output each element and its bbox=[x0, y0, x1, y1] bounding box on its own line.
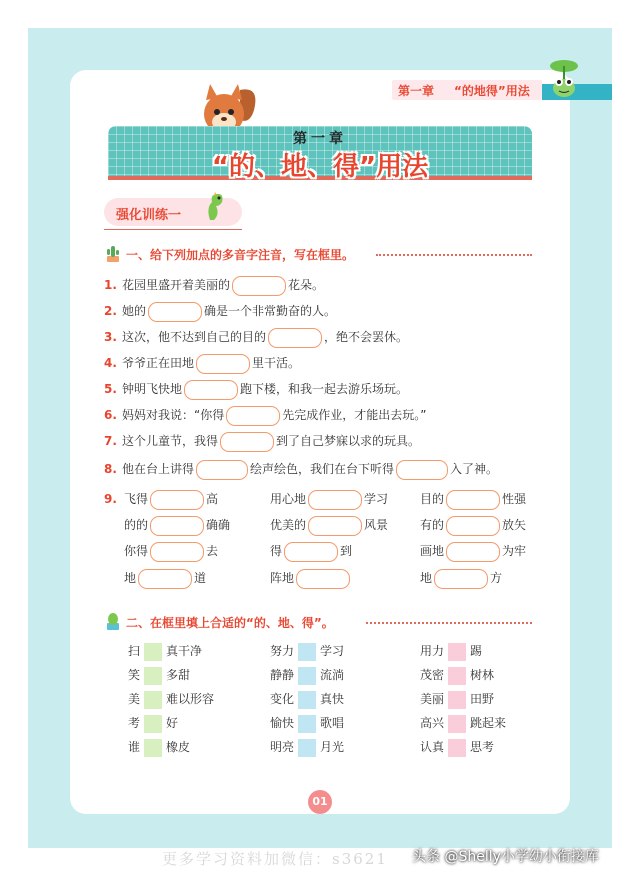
fill-item bbox=[420, 738, 494, 756]
section1-header bbox=[104, 244, 534, 264]
cactus-icon bbox=[104, 244, 122, 262]
answer-square[interactable] bbox=[298, 739, 316, 757]
answer-square[interactable] bbox=[448, 643, 466, 661]
fill-item-suffix: 真干净 bbox=[166, 644, 203, 658]
header-chapter: 第一章 bbox=[398, 84, 435, 98]
fill-item bbox=[420, 690, 494, 708]
answer-box[interactable] bbox=[446, 516, 500, 536]
fill-item bbox=[270, 714, 344, 732]
fill-item-suffix: 歌唱 bbox=[320, 716, 345, 730]
q9-item: 画地 为牢 bbox=[420, 540, 526, 562]
answer-square[interactable] bbox=[448, 715, 466, 733]
answer-square[interactable] bbox=[298, 643, 316, 661]
question-9-number: 9. bbox=[104, 492, 117, 506]
q9-item: 优美的 风景 bbox=[270, 514, 388, 536]
answer-square[interactable] bbox=[298, 667, 316, 685]
pill-underline bbox=[104, 229, 242, 230]
q9-item: 地 方 bbox=[420, 567, 502, 589]
fill-item-suffix: 树林 bbox=[470, 668, 495, 682]
watermark: 头条 @Shelly小学幼小衔接库 bbox=[412, 849, 599, 865]
answer-box[interactable] bbox=[220, 432, 274, 452]
fill-item-suffix: 多甜 bbox=[166, 668, 191, 682]
plant-pot-icon bbox=[104, 612, 122, 630]
fill-item-suffix: 跳起来 bbox=[470, 716, 507, 730]
fill-item-prefix: 美 bbox=[128, 692, 141, 706]
answer-square[interactable] bbox=[448, 667, 466, 685]
answer-box[interactable] bbox=[296, 569, 350, 589]
banner-chapter: 第一章 bbox=[293, 131, 347, 147]
page-title: “的、地、得”用法 bbox=[211, 152, 429, 182]
fill-item bbox=[420, 666, 494, 684]
q9-item: 得 到 bbox=[270, 540, 352, 562]
q9-item: 有的 放矢 bbox=[420, 514, 526, 536]
answer-box[interactable] bbox=[196, 354, 250, 374]
answer-box[interactable] bbox=[148, 302, 202, 322]
fill-item-suffix: 踢 bbox=[470, 644, 483, 658]
fill-item-prefix: 努力 bbox=[270, 644, 295, 658]
q9-item: 目的 性强 bbox=[420, 488, 526, 510]
fill-item-prefix: 认真 bbox=[420, 740, 445, 754]
fill-item-prefix: 扫 bbox=[128, 644, 141, 658]
footer-text: 更多学习资料加微信：s3621 bbox=[162, 850, 388, 868]
answer-box[interactable] bbox=[268, 328, 322, 348]
answer-box[interactable] bbox=[150, 490, 204, 510]
answer-box[interactable] bbox=[150, 516, 204, 536]
question-1: 1. 花园里盛开着美丽的 花朵。 bbox=[104, 274, 324, 296]
answer-square[interactable] bbox=[144, 739, 162, 757]
fill-item bbox=[128, 714, 178, 732]
fill-item-prefix: 美丽 bbox=[420, 692, 445, 706]
answer-box[interactable] bbox=[226, 406, 280, 426]
question-8: 8. 他在台上讲得 绘声绘色，我们在台下听得 入了神。 bbox=[104, 458, 498, 480]
fill-item-prefix: 谁 bbox=[128, 740, 141, 754]
section2-header bbox=[104, 612, 534, 632]
fill-item-prefix: 笑 bbox=[128, 668, 141, 682]
answer-box[interactable] bbox=[308, 490, 362, 510]
fill-item-prefix: 考 bbox=[128, 716, 141, 730]
q9-item: 阵地 bbox=[270, 567, 352, 589]
answer-square[interactable] bbox=[144, 715, 162, 733]
fill-item bbox=[128, 642, 202, 660]
fill-item bbox=[270, 690, 344, 708]
answer-box[interactable] bbox=[284, 542, 338, 562]
question-4: 4. 爷爷正在田地 里干活。 bbox=[104, 352, 300, 374]
dinosaur-icon bbox=[200, 190, 228, 222]
fill-item bbox=[128, 738, 190, 756]
answer-box[interactable] bbox=[232, 276, 286, 296]
section2-title: 二、在框里填上合适的“的、地、得”。 bbox=[126, 616, 334, 630]
answer-box[interactable] bbox=[434, 569, 488, 589]
section1-title: 一、给下列加点的多音字注音，写在框里。 bbox=[126, 248, 355, 262]
q9-item: 你得 去 bbox=[124, 540, 218, 562]
header-topic: “的地得”用法 bbox=[454, 84, 530, 98]
fill-item-suffix: 好 bbox=[166, 716, 179, 730]
fill-item-prefix: 静静 bbox=[270, 668, 295, 682]
fill-item-suffix: 橡皮 bbox=[166, 740, 191, 754]
fill-item bbox=[420, 714, 506, 732]
answer-square[interactable] bbox=[144, 667, 162, 685]
question-3: 3. 这次，他不达到自己的目的 ，绝不会罢休。 bbox=[104, 326, 408, 348]
fill-item-prefix: 变化 bbox=[270, 692, 295, 706]
fill-item bbox=[420, 642, 482, 660]
q9-item: 用心地 学习 bbox=[270, 488, 388, 510]
fill-item-prefix: 愉快 bbox=[270, 716, 295, 730]
fill-item-suffix: 思考 bbox=[470, 740, 495, 754]
fill-item bbox=[128, 666, 190, 684]
answer-square[interactable] bbox=[448, 739, 466, 757]
fill-item-suffix: 难以形容 bbox=[166, 692, 215, 706]
answer-box[interactable] bbox=[308, 516, 362, 536]
answer-box[interactable] bbox=[138, 569, 192, 589]
question-7: 7. 这个儿童节，我得 到了自己梦寐以求的玩具。 bbox=[104, 430, 420, 452]
fill-item-suffix: 流淌 bbox=[320, 668, 345, 682]
answer-box[interactable] bbox=[196, 460, 248, 480]
fill-item-prefix: 高兴 bbox=[420, 716, 445, 730]
answer-box[interactable] bbox=[396, 460, 448, 480]
fill-item-suffix: 真快 bbox=[320, 692, 345, 706]
fill-item-suffix: 田野 bbox=[470, 692, 495, 706]
q9-item: 的的 确确 bbox=[124, 514, 230, 536]
answer-box[interactable] bbox=[446, 490, 500, 510]
question-6: 6. 妈妈对我说：“你得 先完成作业，才能出去玩。” bbox=[104, 404, 426, 426]
answer-square[interactable] bbox=[448, 691, 466, 709]
answer-box[interactable] bbox=[446, 542, 500, 562]
practice-label: 强化训练一 bbox=[116, 208, 182, 223]
question-2: 2. 她的 确是一个非常勤奋的人。 bbox=[104, 300, 336, 322]
fill-item bbox=[270, 738, 344, 756]
question-5: 5. 钟明飞快地 跑下楼，和我一起去游乐场玩。 bbox=[104, 378, 408, 400]
fill-item bbox=[270, 666, 344, 684]
fill-item-prefix: 用力 bbox=[420, 644, 445, 658]
answer-square[interactable] bbox=[298, 715, 316, 733]
answer-square[interactable] bbox=[144, 643, 162, 661]
answer-box[interactable] bbox=[184, 380, 238, 400]
frog-icon bbox=[546, 58, 582, 98]
fill-item bbox=[128, 690, 214, 708]
q9-item: 地 道 bbox=[124, 567, 206, 589]
fill-item-suffix: 学习 bbox=[320, 644, 345, 658]
answer-square[interactable] bbox=[298, 691, 316, 709]
fill-item-prefix: 明亮 bbox=[270, 740, 295, 754]
fill-item-suffix: 月光 bbox=[320, 740, 345, 754]
answer-square[interactable] bbox=[144, 691, 162, 709]
q9-item: 飞得 高 bbox=[124, 488, 218, 510]
answer-box[interactable] bbox=[150, 542, 204, 562]
page-number: 01 bbox=[308, 790, 332, 814]
fill-item-prefix: 茂密 bbox=[420, 668, 445, 682]
fill-item bbox=[270, 642, 344, 660]
